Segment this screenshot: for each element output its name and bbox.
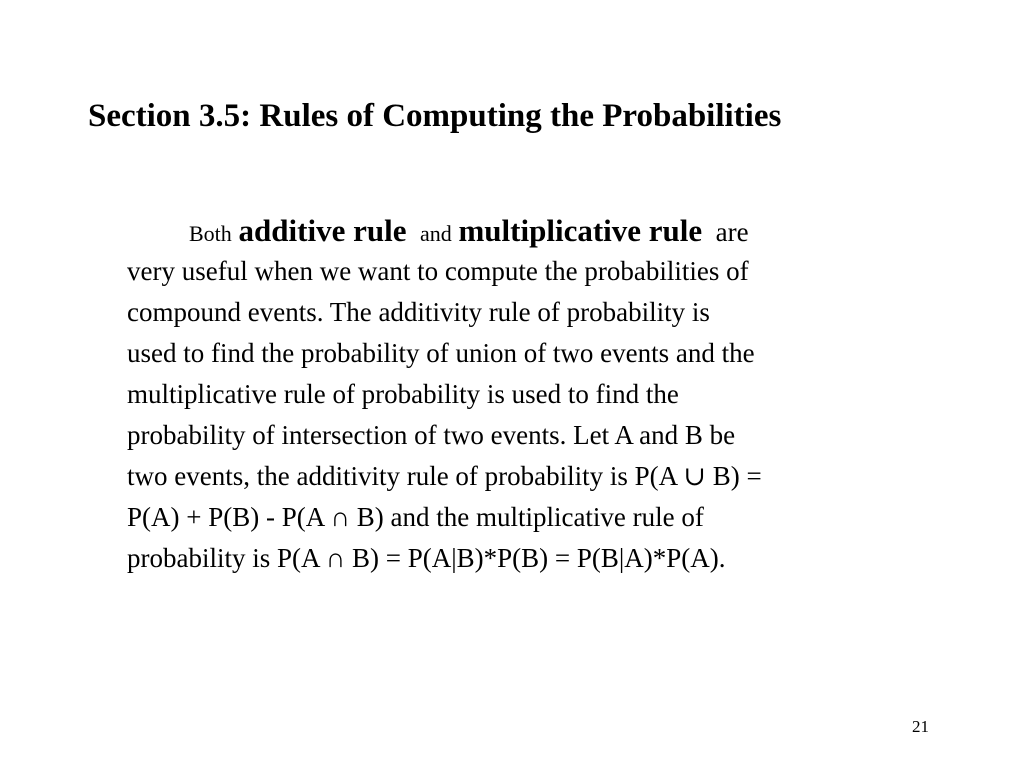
term-additive-rule: additive rule <box>238 213 407 248</box>
paragraph-line-1 <box>127 210 957 251</box>
paragraph-line-9: probability is P(A ∩ B) = P(A|B)*P(B) = P(B|A)*P(A). <box>127 543 726 573</box>
paragraph-line-2: very useful when we want to compute the probabilities of <box>127 256 749 286</box>
paragraph-line-4: used to find the probability of union of two events and the <box>127 338 755 368</box>
paragraph-line-7: two events, the additivity rule of probability is P(A ∪ B) = <box>127 461 762 491</box>
body-paragraph <box>127 210 957 579</box>
paragraph-line-3: compound events. The additivity rule of probability is <box>127 297 710 327</box>
paragraph-line-5: multiplicative rule of probability is used to find the <box>127 379 679 409</box>
paragraph-line-8: P(A) + P(B) - P(A ∩ B) and the multiplicative rule of <box>127 502 704 532</box>
word-both: Both <box>189 221 232 246</box>
word-and: and <box>419 221 452 246</box>
term-multiplicative-rule: multiplicative rule <box>458 213 703 248</box>
word-are: are <box>715 217 749 247</box>
paragraph-line-6: probability of intersection of two events. Let A and B be <box>127 420 736 450</box>
page-number: 21 <box>912 717 929 736</box>
slide-title: Section 3.5: Rules of Computing the Probabilities <box>88 98 782 134</box>
